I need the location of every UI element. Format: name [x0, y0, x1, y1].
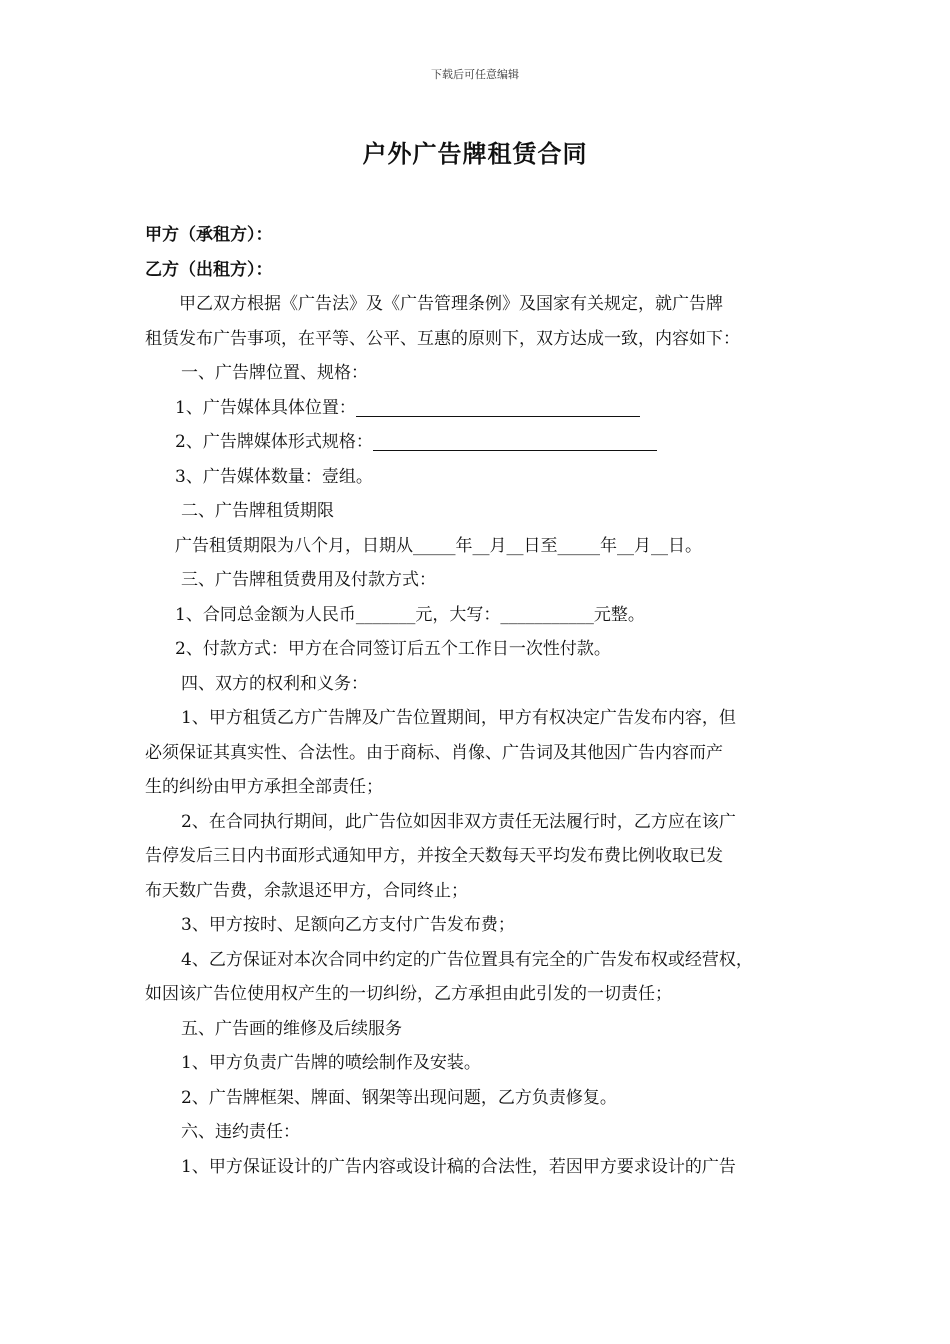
- section-6-heading: 六、违约责任：: [181, 1122, 300, 1142]
- contract-title: 户外广告牌租赁合同: [362, 139, 588, 168]
- header-note: 下载后可任意编辑: [431, 68, 519, 81]
- location-field: [145, 391, 815, 426]
- clause-line: 1、甲方保证设计的广告内容或设计稿的合法性，若因甲方要求设计的广告: [181, 1156, 736, 1177]
- spec-label: 2、广告牌媒体形式规格：: [175, 432, 373, 452]
- section-5-heading: 五、广告画的维修及后续服务: [181, 1018, 402, 1039]
- section-3-heading: 三、广告牌租赁费用及付款方式：: [181, 570, 436, 590]
- clause-line: 2、广告牌框架、牌面、钢架等出现问题，乙方负责修复。: [181, 1087, 617, 1108]
- payment-line: 2、付款方式：甲方在合同签订后五个工作日一次性付款。: [175, 639, 611, 659]
- section-2-heading: 二、广告牌租赁期限: [181, 501, 334, 521]
- clause-line: 布天数广告费，余款退还甲方，合同终止；: [145, 880, 468, 901]
- location-label: 1、广告媒体具体位置：: [175, 397, 356, 418]
- contract-body: [145, 218, 815, 1184]
- quantity-line: 3、广告媒体数量：壹组。: [175, 466, 373, 487]
- lease-term-line: 广告租赁期限为八个月，日期从_____年__月__日至_____年__月__日。: [175, 535, 702, 556]
- amount-line: 1、合同总金额为人民币_______元，大写：___________元整。: [175, 604, 645, 625]
- clause-line: 3、甲方按时、足额向乙方支付广告发布费；: [181, 915, 515, 935]
- party-b-line: 乙方（出租方）：: [145, 259, 273, 280]
- section-4-heading: 四、双方的权利和义务：: [181, 673, 368, 694]
- clause-line: 必须保证其真实性、合法性。由于商标、肖像、广告词及其他因广告内容而产: [145, 742, 723, 763]
- clause-line: 1、甲方负责广告牌的喷绘制作及安装。: [181, 1053, 481, 1073]
- spec-field: [145, 425, 815, 460]
- clause-line: 告停发后三日内书面形式通知甲方，并按全天数每天平均发布费比例收取已发: [145, 846, 723, 866]
- clause-line: 1、甲方租赁乙方广告牌及广告位置期间，甲方有权决定广告发布内容，但: [181, 708, 736, 728]
- clause-line: 4、乙方保证对本次合同中约定的广告位置具有完全的广告发布权或经营权，: [181, 949, 753, 970]
- clause-line: 如因该广告位使用权产生的一切纠纷，乙方承担由此引发的一切责任；: [145, 984, 672, 1004]
- preamble-line: 甲乙双方根据《广告法》及《广告管理条例》及国家有关规定，就广告牌: [179, 294, 723, 314]
- clause-line: 2、在合同执行期间，此广告位如因非双方责任无法履行时，乙方应在该广: [181, 811, 736, 832]
- spec-blank: [373, 430, 657, 451]
- party-a-line: 甲方（承租方）：: [145, 225, 273, 245]
- location-blank: [356, 396, 640, 417]
- clause-line: 生的纠纷由甲方承担全部责任；: [145, 777, 383, 797]
- preamble-line: 租赁发布广告事项，在平等、公平、互惠的原则下，双方达成一致，内容如下：: [145, 328, 740, 349]
- section-1-heading: 一、广告牌位置、规格：: [181, 363, 368, 383]
